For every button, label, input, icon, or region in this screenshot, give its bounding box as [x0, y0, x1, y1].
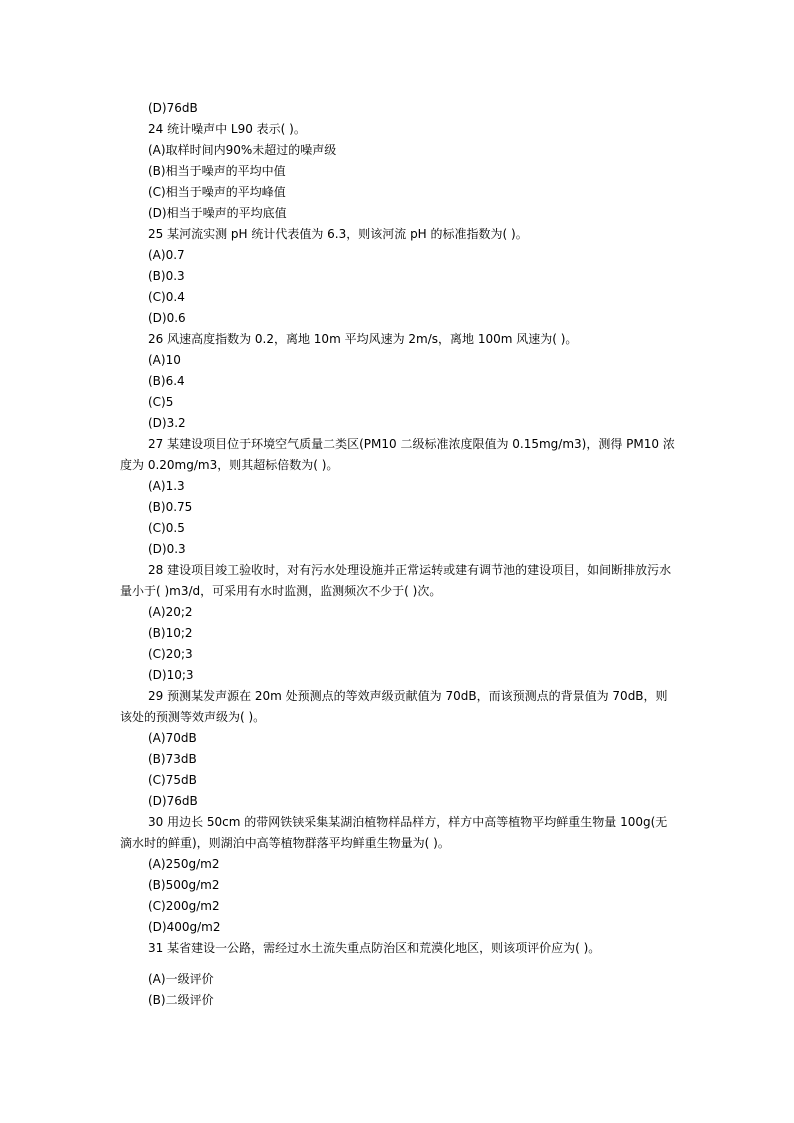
question-text: 26 风速高度指数为 0.2，离地 10m 平均风速为 2m/s，离地 100m 风速为( )。: [148, 332, 578, 346]
answer-option: (D)400g/m2: [148, 920, 221, 934]
answer-option: (A)取样时间内90%未超过的噪声级: [148, 143, 337, 157]
answer-option: (D)0.3: [148, 542, 186, 556]
question-text: 31 某省建设一公路，需经过水土流失重点防治区和荒漠化地区，则该项评价应为( )。: [148, 941, 601, 955]
question-text: 30 用边长 50cm 的带网铁铗采集某湖泊植物样品样方，样方中高等植物平均鲜重生物量 100g(无滴水时的鲜重)，则湖泊中高等植物群落平均鲜重生物量为( )。: [120, 815, 668, 850]
answer-option: (A)250g/m2: [148, 857, 220, 871]
answer-option: (D)10;3: [148, 668, 194, 682]
question-text: 24 统计噪声中 L90 表示( )。: [148, 122, 306, 136]
answer-option: (B)6.4: [148, 374, 185, 388]
answer-option: (B)0.75: [148, 500, 193, 514]
spacer: [120, 959, 676, 969]
answer-option: (B)相当于噪声的平均中值: [148, 164, 286, 178]
answer-option: (B)0.3: [148, 269, 185, 283]
document-body: [120, 98, 676, 1011]
answer-option: (A)1.3: [148, 479, 185, 493]
answer-option: (D)相当于噪声的平均底值: [148, 206, 287, 220]
answer-option: (A)20;2: [148, 605, 193, 619]
answer-option: (C)200g/m2: [148, 899, 220, 913]
answer-option: (C)0.4: [148, 290, 185, 304]
answer-option: (C)75dB: [148, 773, 197, 787]
answer-option: (C)20;3: [148, 647, 193, 661]
question-text: 29 预测某发声源在 20m 处预测点的等效声级贡献值为 70dB，而该预测点的背景值为 70dB，则该处的预测等效声级为( )。: [120, 689, 668, 724]
answer-option: (D)76dB: [148, 794, 198, 808]
answer-option: (A)10: [148, 353, 181, 367]
answer-option: (B)73dB: [148, 752, 197, 766]
answer-option: (D)0.6: [148, 311, 186, 325]
answer-option: (C)5: [148, 395, 174, 409]
answer-option: (A)0.7: [148, 248, 185, 262]
answer-option: (B)二级评价: [148, 993, 214, 1007]
answer-option: (D)3.2: [148, 416, 186, 430]
question-text: 27 某建设项目位于环境空气质量二类区(PM10 二级标准浓度限值为 0.15mg/m3)，测得 PM10 浓度为 0.20mg/m3，则其超标倍数为( )。: [120, 437, 675, 472]
answer-option: (B)10;2: [148, 626, 193, 640]
answer-option: (A)一级评价: [148, 972, 214, 986]
answer-option: (C)0.5: [148, 521, 185, 535]
answer-option: (D)76dB: [148, 101, 198, 115]
answer-option: (B)500g/m2: [148, 878, 220, 892]
question-text: 25 某河流实测 pH 统计代表值为 6.3，则该河流 pH 的标准指数为( )。: [148, 227, 528, 241]
answer-option: (A)70dB: [148, 731, 197, 745]
answer-option: (C)相当于噪声的平均峰值: [148, 185, 286, 199]
question-text: 28 建设项目竣工验收时，对有污水处理设施并正常运转或建有调节池的建设项目，如间断排放污水量小于( )m3/d，可采用有水时监测，监测频次不少于( )次。: [120, 563, 672, 598]
